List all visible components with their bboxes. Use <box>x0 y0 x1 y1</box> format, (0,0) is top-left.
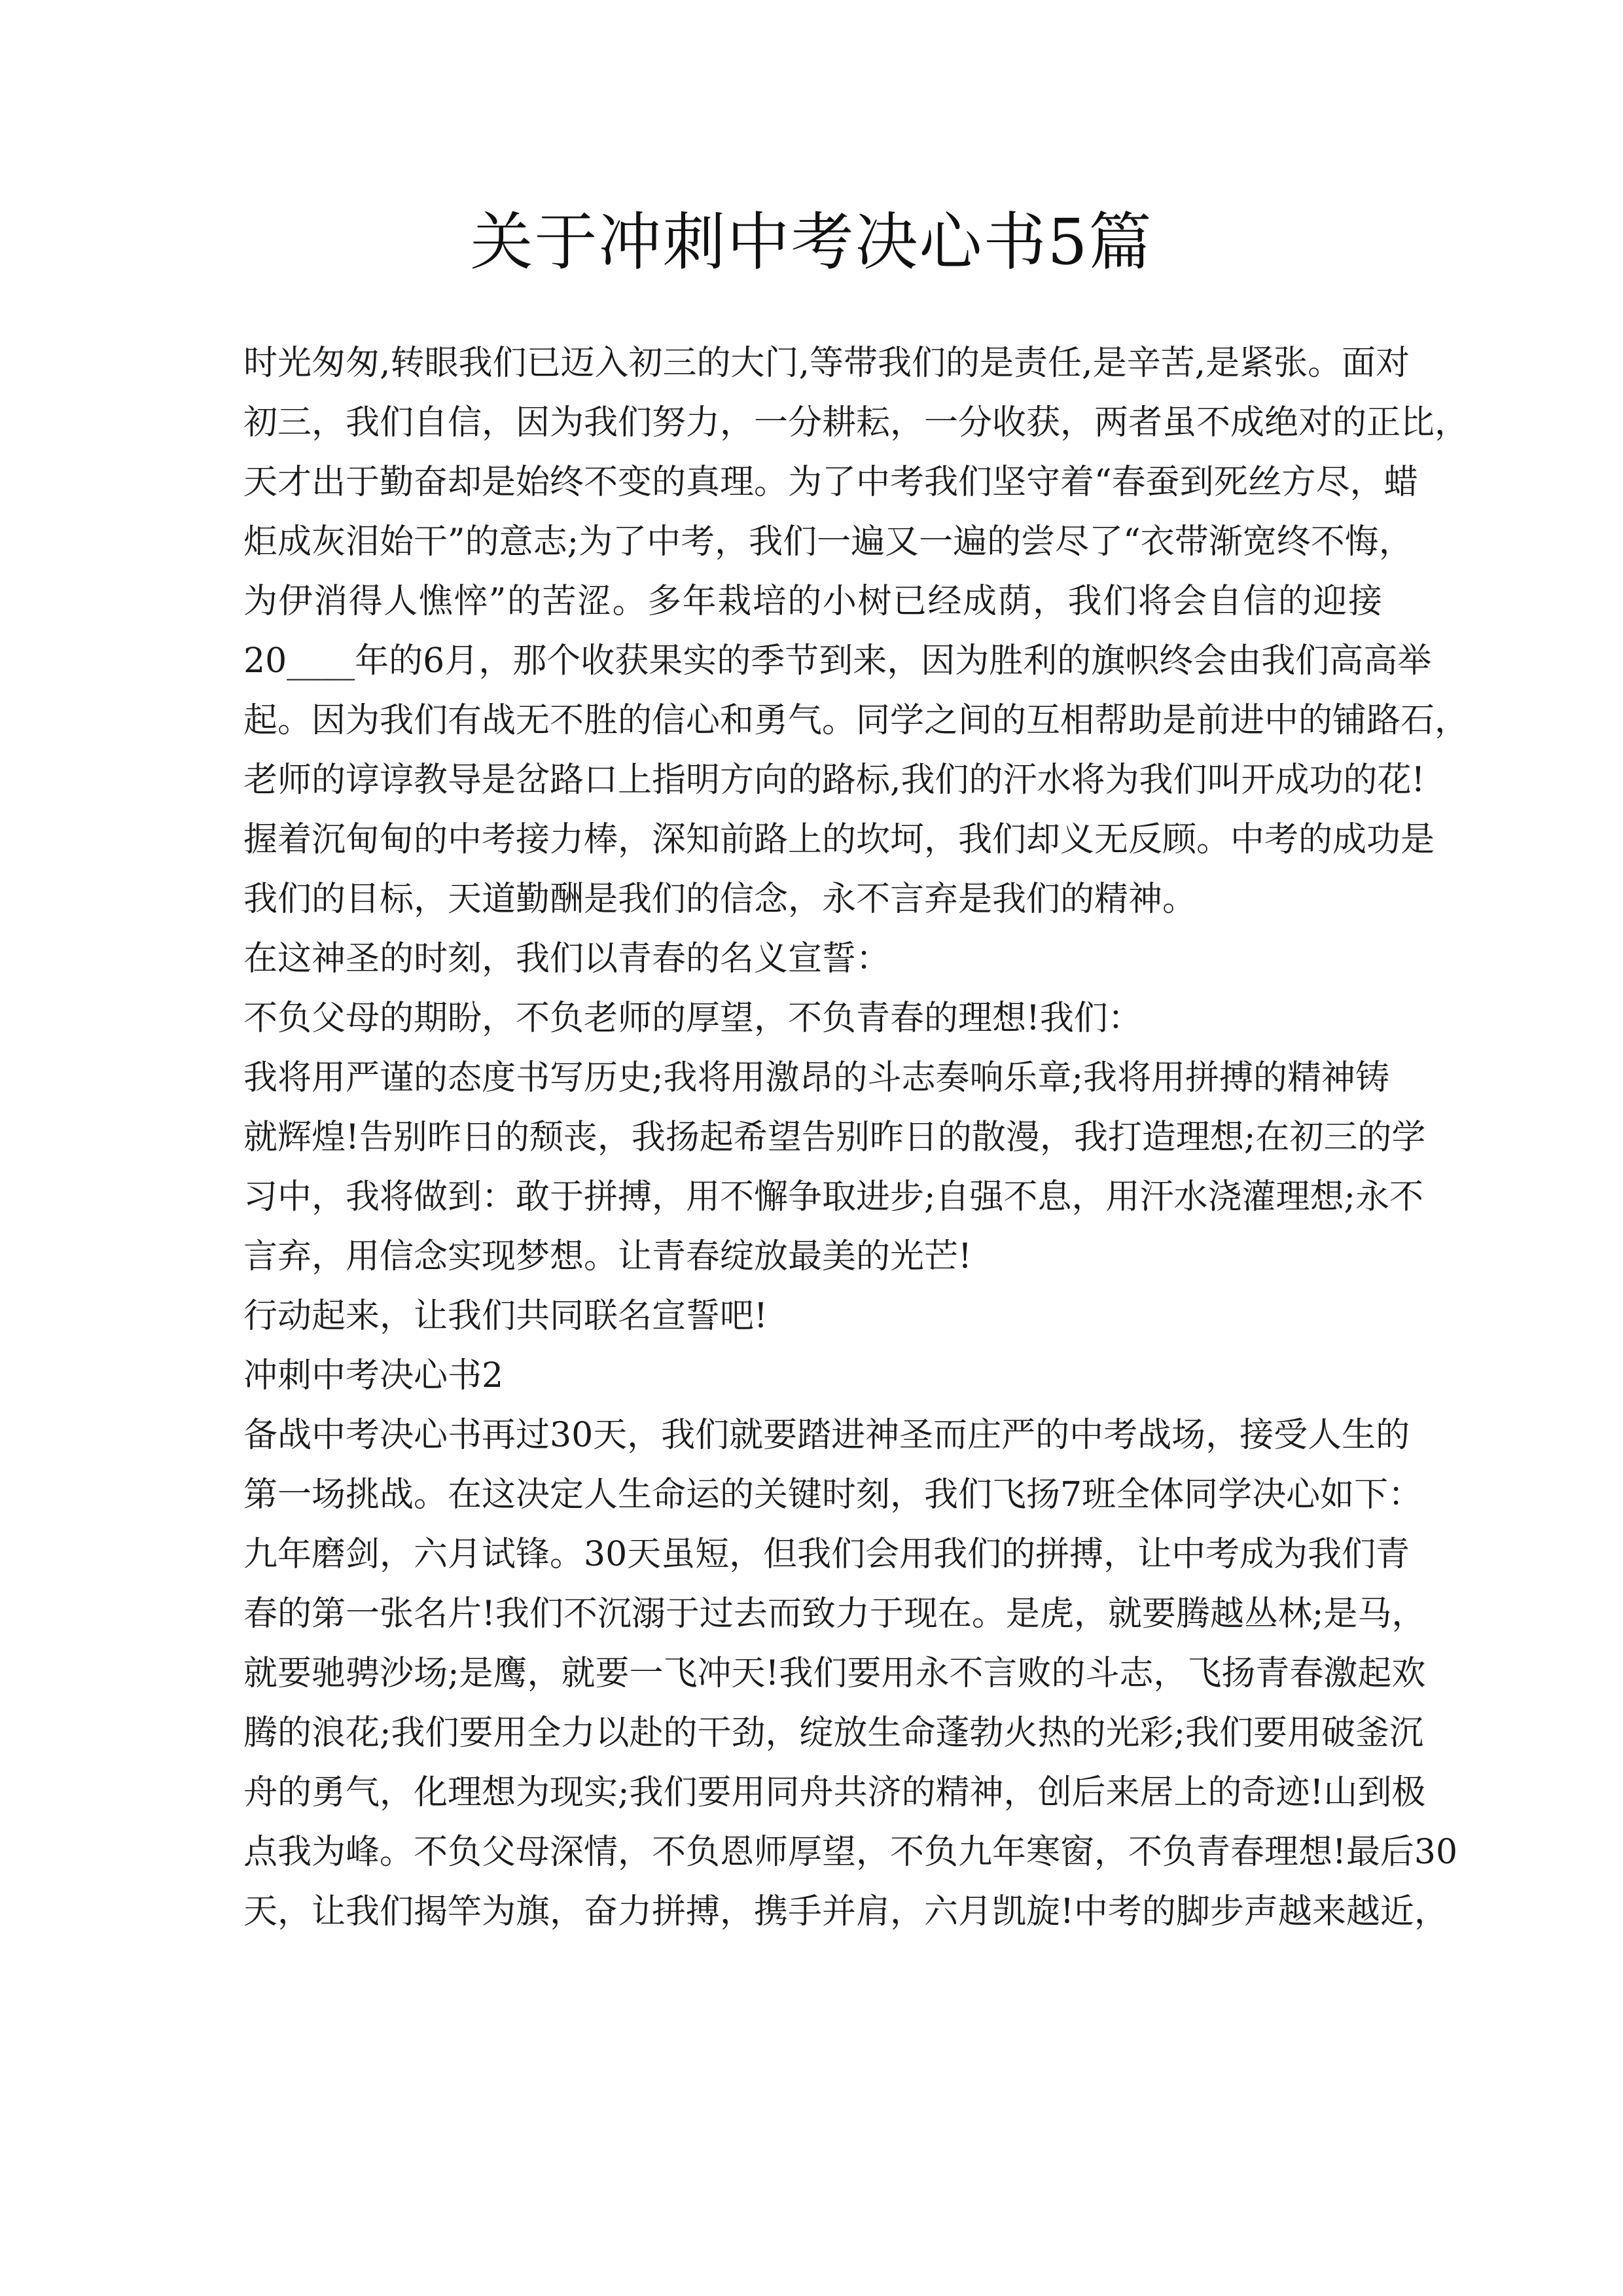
section-heading: 冲刺中考决心书2 <box>243 1356 504 1395</box>
text-line: 第一场挑战。在这决定人生命运的关键时刻，我们飞扬7班全体同学决心如下： <box>243 1475 1423 1515</box>
document-body <box>243 334 1469 1942</box>
text-line: 天才出于勤奋却是始终不变的真理。为了中考我们坚守着“春蚕到死丝方尽，蜡 <box>243 463 1418 502</box>
text-line: 腾的浪花;我们要用全力以赴的干劲，绽放生命蓬勃火热的光彩;我们要用破釜沉 <box>243 1713 1424 1753</box>
text-line: 点我为峰。不负父母深情，不负恩师厚望，不负九年寒窗，不负青春理想!最后30 <box>243 1833 1458 1872</box>
text-line: 言弃，用信念实现梦想。让青春绽放最美的光芒! <box>243 1237 972 1276</box>
text-line: 不负父母的期盼，不负老师的厚望，不负青春的理想!我们： <box>243 999 1142 1038</box>
text-line: 炬成灰泪始干”的意志;为了中考，我们一遍又一遍的尝尽了“衣带渐宽终不悔， <box>243 522 1413 562</box>
document-title: 关于冲刺中考决心书5篇 <box>470 206 1153 279</box>
text-line: 春的第一张名片!我们不沉溺于过去而致力于现在。是虎，就要腾越丛林;是马， <box>243 1594 1426 1634</box>
text-line: 行动起来，让我们共同联名宣誓吧! <box>243 1297 768 1336</box>
text-line: 起。因为我们有战无不胜的信心和勇气。同学之间的互相帮助是前进中的铺路石， <box>243 701 1469 740</box>
text-line: 老师的谆谆教导是岔路口上指明方向的路标,我们的汗水将为我们叫开成功的花! <box>243 761 1425 800</box>
text-line: 天，让我们揭竿为旗，奋力拼搏，携手并肩，六月凯旋!中考的脚步声越来越近， <box>243 1892 1448 1931</box>
text-line: 舟的勇气，化理想为现实;我们要用同舟共济的精神，创后来居上的奇迹!山到极 <box>243 1773 1426 1812</box>
text-line: 20____年的6月，那个收获果实的季节到来，因为胜利的旗帜终会由我们高高举 <box>243 641 1432 681</box>
text-line: 九年磨剑，六月试锋。30天虽短，但我们会用我们的拼搏，让中考成为我们青 <box>243 1535 1410 1574</box>
text-line: 为伊消得人憔悴”的苦涩。多年栽培的小树已经成荫，我们将会自信的迎接 <box>243 582 1382 621</box>
text-line: 握着沉甸甸的中考接力棒，深知前路上的坎坷，我们却义无反顾。中考的成功是 <box>243 820 1435 859</box>
text-line: 在这神圣的时刻，我们以青春的名义宣誓： <box>243 939 891 978</box>
text-line: 时光匆匆,转眼我们已迈入初三的大门,等带我们的是责任,是辛苦,是紧张。面对 <box>243 344 1410 383</box>
text-line: 我们的目标，天道勤酬是我们的信念，永不言弃是我们的精神。 <box>243 880 1197 919</box>
text-line: 习中，我将做到：敢于拼搏，用不懈争取进步;自强不息，用汗水浇灌理想;永不 <box>243 1177 1424 1217</box>
text-line: 就要驰骋沙场;是鹰，就要一飞冲天!我们要用永不言败的斗志，飞扬青春激起欢 <box>243 1654 1426 1693</box>
text-line: 备战中考决心书再过30天，我们就要踏进神圣而庄严的中考战场，接受人生的 <box>243 1416 1410 1455</box>
text-line: 我将用严谨的态度书写历史;我将用激昂的斗志奏响乐章;我将用拼搏的精神铸 <box>243 1058 1390 1098</box>
text-line: 就辉煌!告别昨日的颓丧，我扬起希望告别昨日的散漫，我打造理想;在初三的学 <box>243 1118 1426 1157</box>
text-line: 初三，我们自信，因为我们努力，一分耕耘，一分收获，两者虽不成绝对的正比， <box>243 403 1469 442</box>
